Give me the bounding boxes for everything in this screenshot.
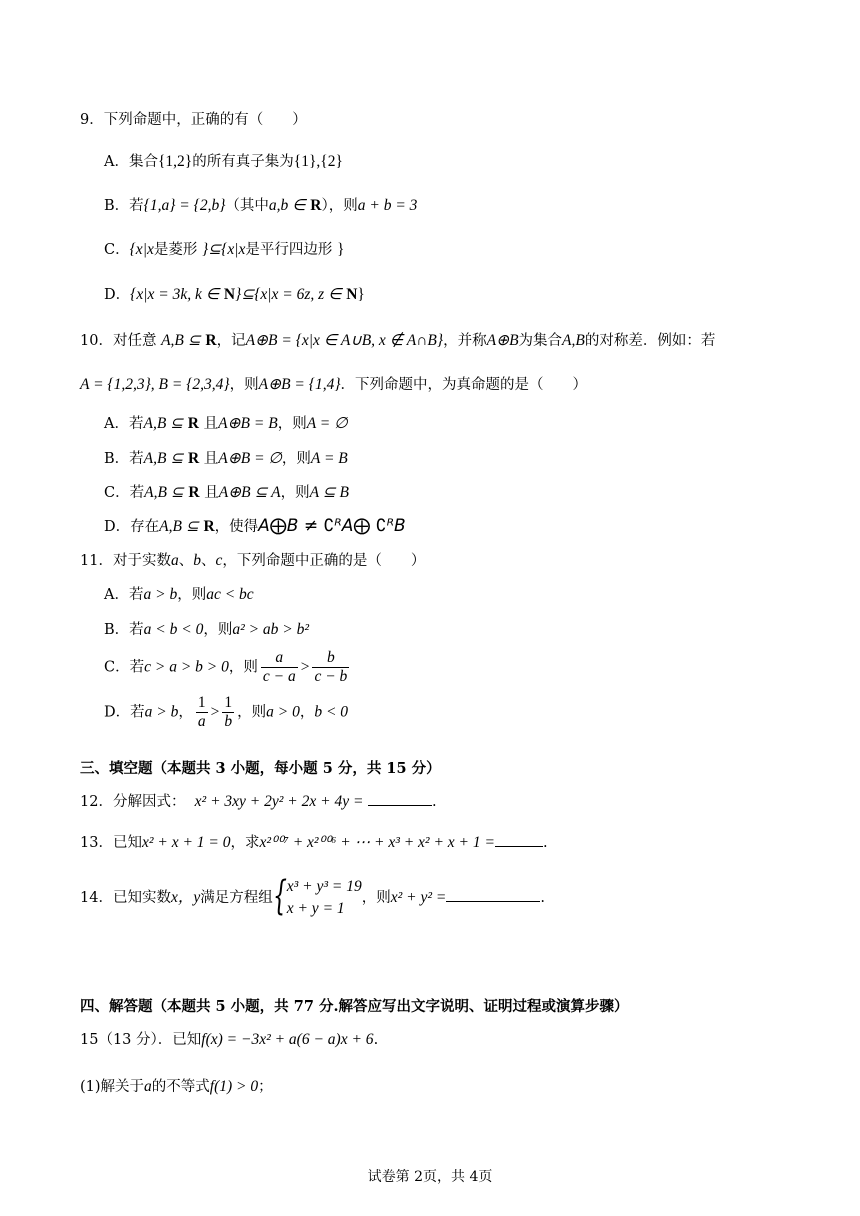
q10-stem: 10．对任意 A,B ⊆ R，记A⊕B = {x|x ∈ A∪B, x ∉ A∩B}，并称A⊕B为集合A,B的对称差．例如：若 — [80, 332, 716, 349]
page-footer: 试卷第 2页，共 4页 — [367, 1169, 493, 1185]
q15-part1: (1)解关于a的不等式f(1) > 0； — [80, 1078, 273, 1095]
q14-answer-blank[interactable] — [446, 899, 540, 902]
q12-answer-blank[interactable] — [368, 803, 432, 806]
q11-option-d: D．若a > b， $\frac{1}{a}$ > $\frac{1}{b}$ ，则a > 0，b < 0 — [104, 694, 349, 730]
q12: 12．分解因式： x² + 3xy + 2y² + 2x + 4y = . — [80, 793, 437, 810]
q13: 13．已知x² + x + 1 = 0，求x²⁰⁰⁷ + x²⁰⁰⁶ + ⋯ + x³ + x² + x + 1 = . — [80, 834, 548, 851]
q13-answer-blank[interactable] — [495, 844, 543, 847]
q10-option-b: B．若A,B ⊆ R 且A⊕B = ∅，则A = B — [104, 450, 348, 467]
q11-option-b: B．若a < b < 0，则a² > ab > b² — [104, 621, 310, 638]
q10-option-c: C．若A,B ⊆ R 且A⊕B ⊆ A，则A ⊆ B — [104, 484, 349, 501]
q11-c-fraction-left: $\frac{a}{c - a}$ — [262, 649, 296, 685]
q11-option-a: A．若a > b，则ac < bc — [104, 586, 254, 603]
q11-option-c: C．若c > a > b > 0，则 $\frac{a}{c - a}$ > $\frac{b}{c - b}$ — [104, 649, 348, 685]
q9-option-c: C．{x|x是菱形 }⊆{x|x是平行四边形 } — [104, 241, 345, 258]
q14-equation-system: { x³ + y³ = 19 x + y = 1 — [272, 873, 362, 919]
q11-stem: 11．对于实数a、b、c，下列命题中正确的是（ ） — [80, 552, 426, 569]
q10-option-d: D．存在A,B ⊆ R，使得A⨁B ≠ ∁ᴿA⨁ ∁ᴿB — [104, 516, 406, 536]
q9-option-b: B．若{1,a} = {2,b}（其中a,b ∈ R），则a + b = 3 — [104, 197, 418, 214]
q14-brace: { — [272, 873, 287, 919]
q11-d-fraction-right: $\frac{1}{b}$ — [224, 694, 233, 730]
q14: 14．已知实数x，y满足方程组 { x³ + y³ = 19 x + y = 1 ，则x² + y² = . — [80, 873, 545, 919]
q11-d-fraction-left: $\frac{1}{a}$ — [197, 694, 206, 730]
q11-c-fraction-right: $\frac{b}{c - b}$ — [314, 649, 348, 685]
q9-stem: 9．下列命题中，正确的有（ ） — [80, 112, 307, 128]
q9-option-a: A．集合{1,2}的所有真子集为{1},{2} — [104, 153, 343, 170]
section-solutions-title: 四、解答题（本题共 5 小题，共 77 分.解答应写出文字说明、证明过程或演算步骤） — [80, 998, 629, 1015]
q10-option-a: A．若A,B ⊆ R 且A⊕B = B，则A = ∅ — [104, 415, 348, 432]
q15-stem: 15（13 分）．已知f(x) = −3x² + a(6 − a)x + 6. — [80, 1031, 379, 1048]
q10-example: A = {1,2,3}, B = {2,3,4}，则A⊕B = {1,4}．下列命题中，为真命题的是（ ） — [80, 376, 588, 393]
q9-option-d: D．{x|x = 3k, k ∈ N}⊆{x|x = 6z, z ∈ N} — [104, 286, 365, 303]
section-fill-in-title: 三、填空题（本题共 3 小题，每小题 5 分，共 15 分） — [80, 760, 441, 777]
